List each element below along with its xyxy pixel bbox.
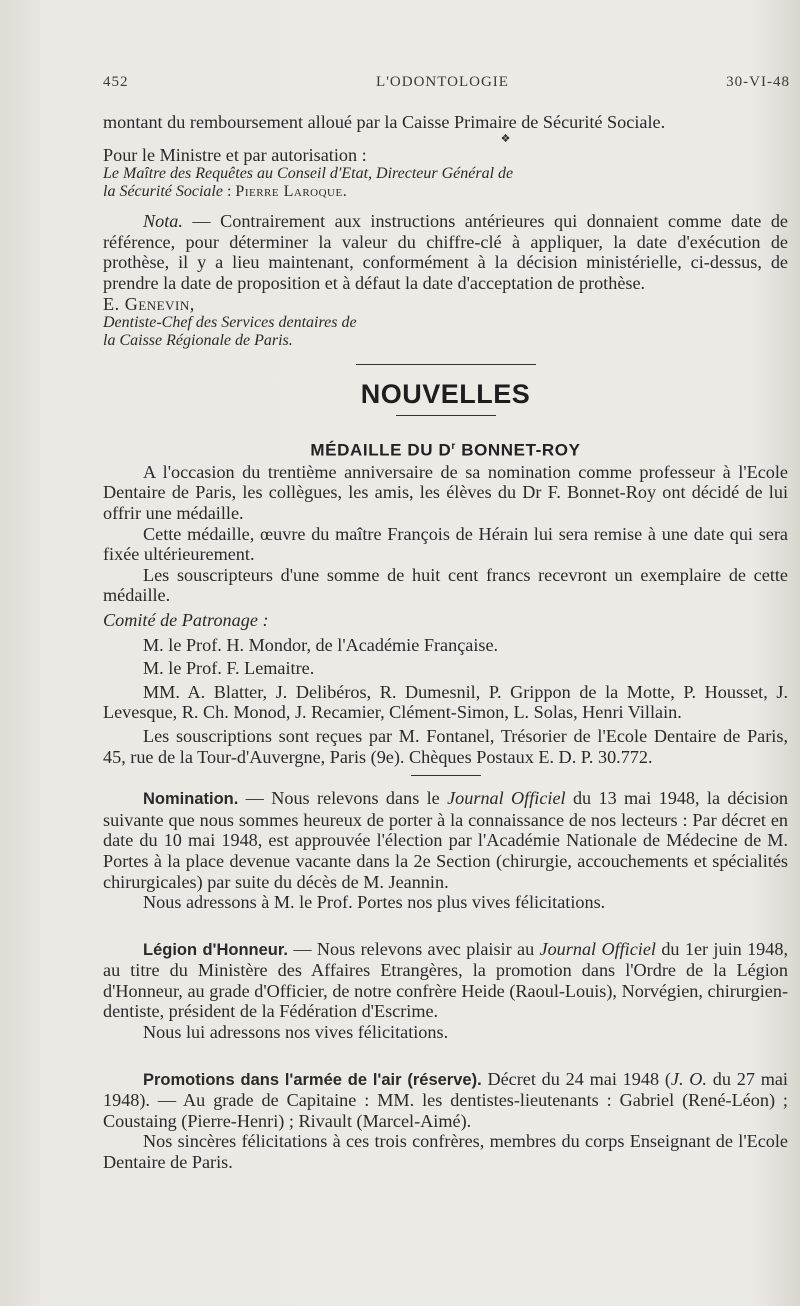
ornament-mark: ❖ <box>500 132 511 145</box>
signature-line-2: Le Maître des Requêtes au Conseil d'Etat, Directeur Général de <box>103 165 514 183</box>
nomination-paragraph <box>103 788 788 892</box>
promotions-paragraph <box>103 1069 788 1132</box>
promotions-paragraph-2: Nos sincères félicitations à ces trois confrères, membres du corps Enseignant de l'Ecole Dentaire de Paris. <box>103 1131 788 1173</box>
section-rule-top <box>356 364 536 365</box>
nota-signature-title-1: Dentiste-Chef des Services dentaires de <box>103 314 357 332</box>
promotions-jo: J. O. <box>670 1068 707 1089</box>
nota-signature-name: E. Genevin, <box>103 293 195 314</box>
nomination-lead: Nomination. <box>143 790 239 809</box>
divider-1 <box>411 775 481 776</box>
promotions-lead: Promotions dans l'armée de l'air (réserve). <box>143 1070 482 1089</box>
signature-separator: : <box>222 183 236 201</box>
issue-date: 30-VI-48 <box>726 74 790 90</box>
committee-list <box>103 635 788 723</box>
page-body <box>103 112 788 1173</box>
committee-heading: Comité de Patronage : <box>103 609 269 630</box>
nomination-paragraph-2: Nous adressons à M. le Prof. Portes nos plus vives félicitations. <box>143 892 606 913</box>
promotions-text-b: du 27 mai 1948). — Au grade de Capitaine : MM. les dentistes-lieutenants : Gabriel (René-Léon) ; Coustaing (Pierre-Henri) ; Rivault (Marcel-Aimé). <box>103 1068 788 1131</box>
page-number: 452 <box>103 74 129 90</box>
medal-heading <box>103 436 788 462</box>
nomination-text-a: — Nous relevons dans le <box>238 788 448 809</box>
committee-member-1: M. le Prof. H. Mondor, de l'Académie Française. <box>143 634 499 655</box>
medal-paragraph-2: Cette médaille, œuvre du maître François de Hérain lui sera remise à une date qui sera fixée ultérieurement. <box>103 523 788 565</box>
legion-journal: Journal Officiel <box>539 938 656 959</box>
nota-signature-title-2: la Caisse Régionale de Paris. <box>103 332 293 350</box>
section-rule-bottom <box>396 415 496 416</box>
medal-paragraph-4: Les souscriptions sont reçues par M. Fontanel, Trésorier de l'Ecole Dentaire de Paris, 45, rue de la Tour-d'Auvergne, Paris (9e). Chèques Postaux E. D. P. 30.772. <box>103 725 788 767</box>
signature-line-3 <box>103 183 788 201</box>
nomination-journal: Journal Officiel <box>447 788 566 809</box>
medal-heading-a: MÉDAILLE DU D <box>310 440 452 460</box>
committee-member-3: MM. A. Blatter, J. Delibéros, R. Dumesnil, P. Grippon de la Motte, P. Housset, J. Levesque, R. Ch. Monod, J. Recamier, Clément-Simon, L. Solas, Henri Villain. <box>103 681 788 723</box>
paragraph-remboursement: montant du remboursement alloué par la Caisse Primaire de Sécurité Sociale. <box>103 112 666 132</box>
committee-member-2: M. le Prof. F. Lemaitre. <box>143 658 315 679</box>
medal-heading-b: BONNET-ROY <box>455 440 581 460</box>
legion-text-a: — Nous relevons avec plaisir au <box>287 938 540 959</box>
nomination-text-b: du 13 mai 1948, la décision suivante que nous sommes heureux de porter à la connaissance de nos lecteurs : Par décret en date du 10 mai 1948, est approuvée l'élection par l'Académie Nationale de Médecine de M. Portes à la place devenue vacante dans la 2e Section (chirurgie, accouchements et spécialités chirurgicales) par suite du décès de M. Jeannin. <box>103 788 789 892</box>
legion-text-b: du 1er juin 1948, au titre du Ministère des Affaires Etrangères, la promotion dans l'Ordre de la Légion d'Honneur, au grade d'Officier, de notre confrère Heide (Raoul-Louis), Norvégien, chirurgien-dentiste, président de la Fédération d'Escrime. <box>103 938 788 1022</box>
legion-paragraph <box>103 939 788 1022</box>
section-title: NOUVELLES <box>360 379 531 410</box>
medal-paragraph-3: Les souscripteurs d'une somme de huit cent francs recevront un exemplaire de cette médaille. <box>103 564 788 606</box>
signature-line-1: Pour le Ministre et par autorisation : <box>103 144 367 165</box>
legion-paragraph-2: Nous lui adressons nos vives félicitations. <box>143 1022 449 1043</box>
medal-paragraph-1: A l'occasion du trentième anniversaire de sa nomination comme professeur à l'Ecole Dentaire de Paris, les collègues, les amis, les élèves du Dr F. Bonnet-Roy ont décidé de lui offrir une médaille. <box>103 461 788 523</box>
nota-text: — Contrairement aux instructions antérieures qui donnaient comme date de référence, pour déterminer la valeur du chiffre-clé à appliquer, la date d'exécution de prothèse, il y a lieu maintenant, conformément à la décision ministérielle, ci-dessus, de prendre la date de proposition et à défaut la date d'acceptation de prothèse. <box>103 211 788 293</box>
medal-heading-sup: r <box>451 441 456 453</box>
paragraph-nota <box>103 211 788 293</box>
promotions-text-a: Décret du 24 mai 1948 ( <box>481 1068 671 1089</box>
journal-title: L'ODONTOLOGIE <box>376 74 509 90</box>
nota-label: Nota. <box>143 211 183 232</box>
signature-role: la Sécurité Sociale <box>103 183 223 201</box>
legion-lead: Légion d'Honneur. <box>143 940 288 959</box>
signature-name: Pierre Laroque. <box>235 183 348 201</box>
